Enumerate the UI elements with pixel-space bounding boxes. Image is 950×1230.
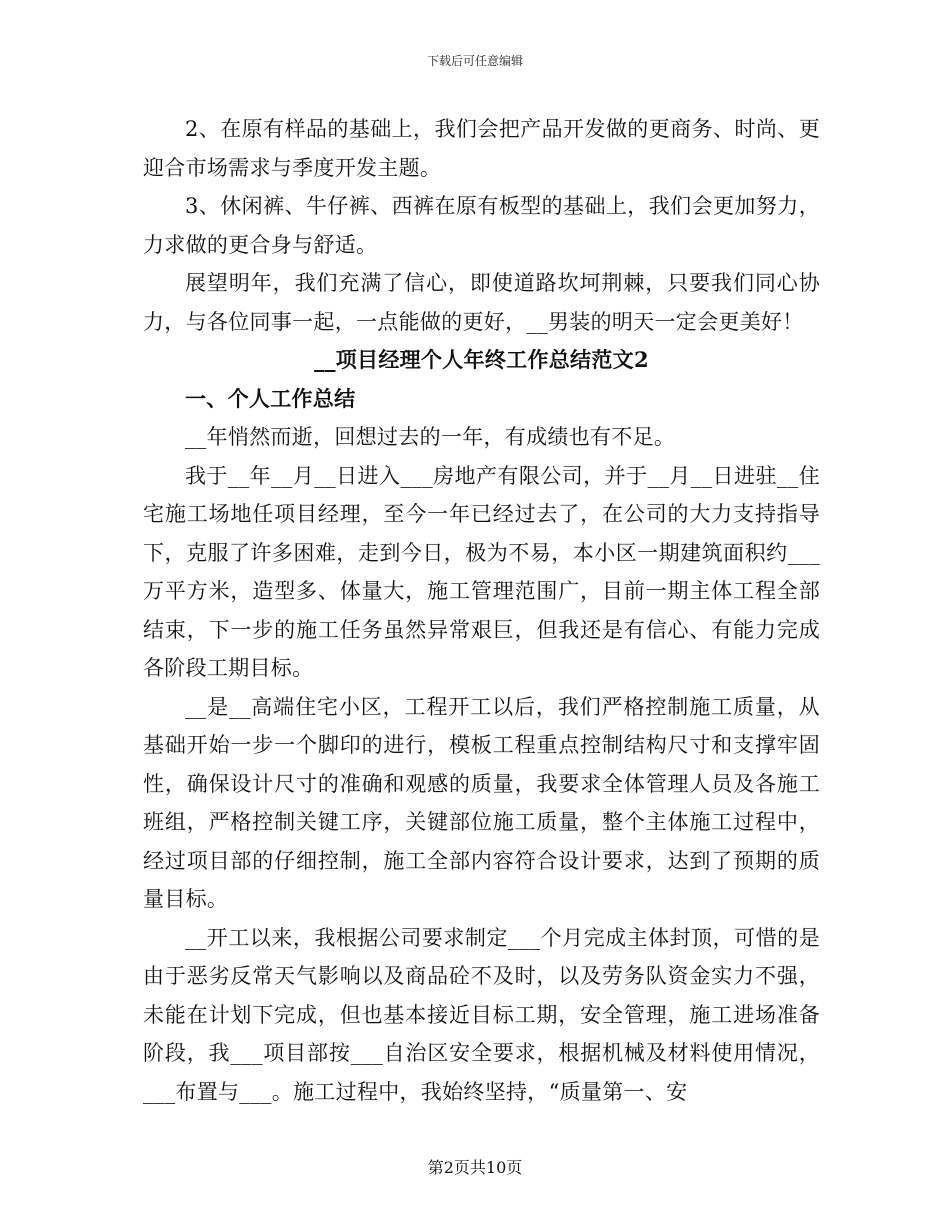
paragraph: __开工以来，我根据公司要求制定___个月完成主体封顶，可惜的是由于恶劣反常天气影响以及商品砼不及时，以及劳务队资金实力不强，未能在计划下完成，但也基本接近目标工期，安全管理，施工进场准备阶段，我___项目部按___自治区安全要求，根据机械及材料使用情况，___布置与___。施工过程中，我始终坚持，“质量第一、安 bbox=[143, 925, 820, 1104]
page-footer: 第2页共10页 bbox=[427, 1158, 523, 1177]
section-heading: 一、个人工作总结 bbox=[185, 385, 356, 411]
paragraph: 展望明年，我们充满了信心，即使道路坎坷荆棘，只要我们同心协力，与各位同事一起，一点能做的更好，__男装的明天一定会更美好！ bbox=[143, 271, 820, 334]
paragraph: 我于__年__月__日进入___房地产有限公司，并于__月__日进驻__住宅施工场地任项目经理，至今一年已经过去了，在公司的大力支持指导下，克服了许多困难，走到今日，极为不易，本小区一期建筑面积约___万平方米，造型多、体量大，施工管理范围广，目前一期主体工程全部结束，下一步的施工任务虽然异常艰巨，但我还是有信心、有能力完成各阶段工期目标。 bbox=[143, 463, 820, 680]
paragraph: __是__高端住宅小区，工程开工以后，我们严格控制施工质量，从基础开始一步一个脚印的进行，模板工程重点控制结构尺寸和支撑牢固性，确保设计尺寸的准确和观感的质量，我要求全体管理人员及各施工班组，严格控制关键工序，关键部位施工质量，整个主体施工过程中，经过项目部的仔细控制，施工全部内容符合设计要求，达到了预期的质量目标。 bbox=[143, 694, 820, 911]
document-title: __项目经理个人年终工作总结范文2 bbox=[314, 347, 649, 372]
paragraph: 2、在原有样品的基础上，我们会把产品开发做的更商务、时尚、更迎合市场需求与季度开发主题。 bbox=[143, 117, 820, 180]
page-header: 下载后可任意编辑 bbox=[426, 54, 523, 68]
paragraph: __年悄然而逝，回想过去的一年，有成绩也有不足。 bbox=[185, 425, 676, 449]
document-body bbox=[143, 110, 820, 1111]
paragraph: 3、休闲裤、牛仔裤、西裤在原有板型的基础上，我们会更加努力，力求做的更合身与舒适。 bbox=[143, 194, 820, 257]
